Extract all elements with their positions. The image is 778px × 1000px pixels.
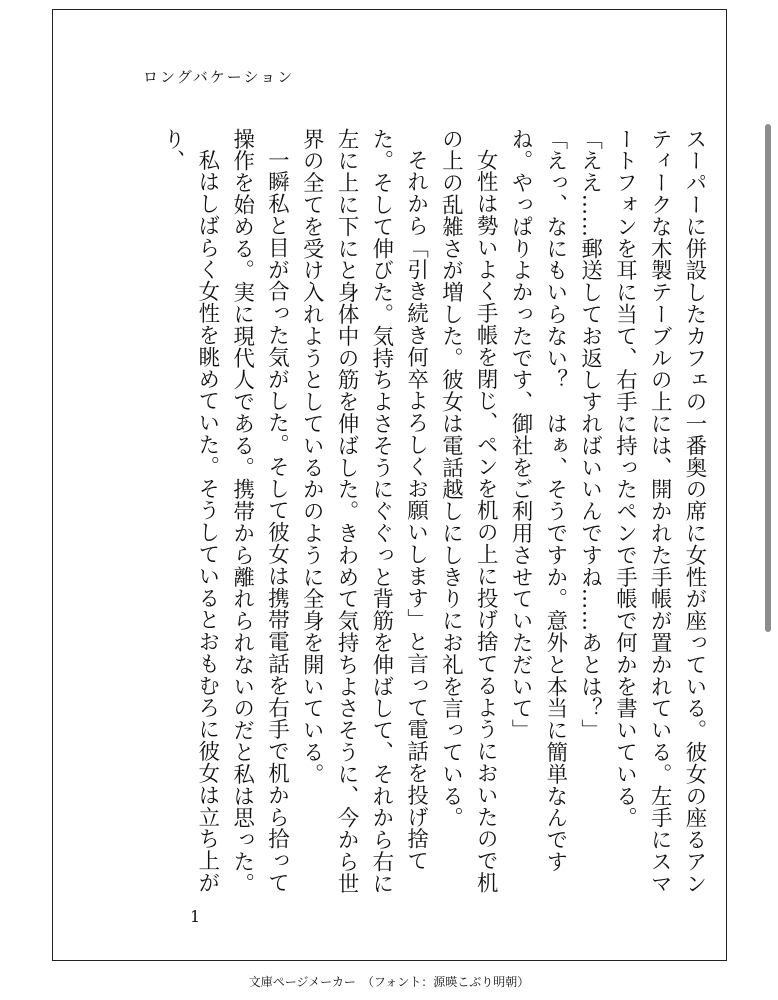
paragraph: 「ええ……郵送してお返しすればいいんですね……あとは？」 (577, 128, 603, 742)
paragraph: 女性は勢いよく手帳を閉じ、ペンを机の上に投げ捨てるようにおいたので机の上の乱雑さが増した。彼女は電話越しにしきりにお礼を言っている。 (438, 128, 499, 894)
paragraph: それから「引き続き何卒よろしくお願いします」と言って電話を投げ捨てた。そして伸びた。気持ちよさそうにぐぐっと背筋を伸ばして、それから右に左に上に下にと身体中の筋を伸ばした。きわめて気持ちよさそうに、今から世界の全てを受け入れようとしているかのように全身を開いている。 (299, 128, 429, 895)
running-head-title: ロングバケーション (143, 68, 295, 86)
footer-caption: 文庫ページメーカー （フォント：源暎こぶり明朝） (248, 975, 530, 989)
paragraph: 「えっ、なにもいらない？ はぁ、そうですか。意外と本当に簡単なんですね。やっぱりよかったです、御社をご利用させていただいて」 (508, 128, 568, 873)
paragraph: 一瞬私と目が合った気がした。そして彼女は携帯電話を右手で机から拾って操作を始める。実に現代人である。携帯から離れられないのだと私は思った。 (229, 128, 290, 895)
vertical-body-text (160, 128, 711, 900)
page-number: 1 (190, 907, 201, 926)
paragraph: 私はしばらく女性を眺めていた。そうしているとおもむろに彼女は立ち上がり、 (160, 128, 220, 894)
book-page (52, 9, 727, 961)
paragraph: スーパーに併設したカフェの一番奥の席に女性が座っている。彼女の座るアンティークな木製テーブルの上には、開かれた手帳が置かれている。左手にスマートフォンを耳に当て、右手に持ったペンで手帳で何かを書いている。 (612, 128, 707, 895)
vertical-scrollbar[interactable] (765, 124, 771, 632)
